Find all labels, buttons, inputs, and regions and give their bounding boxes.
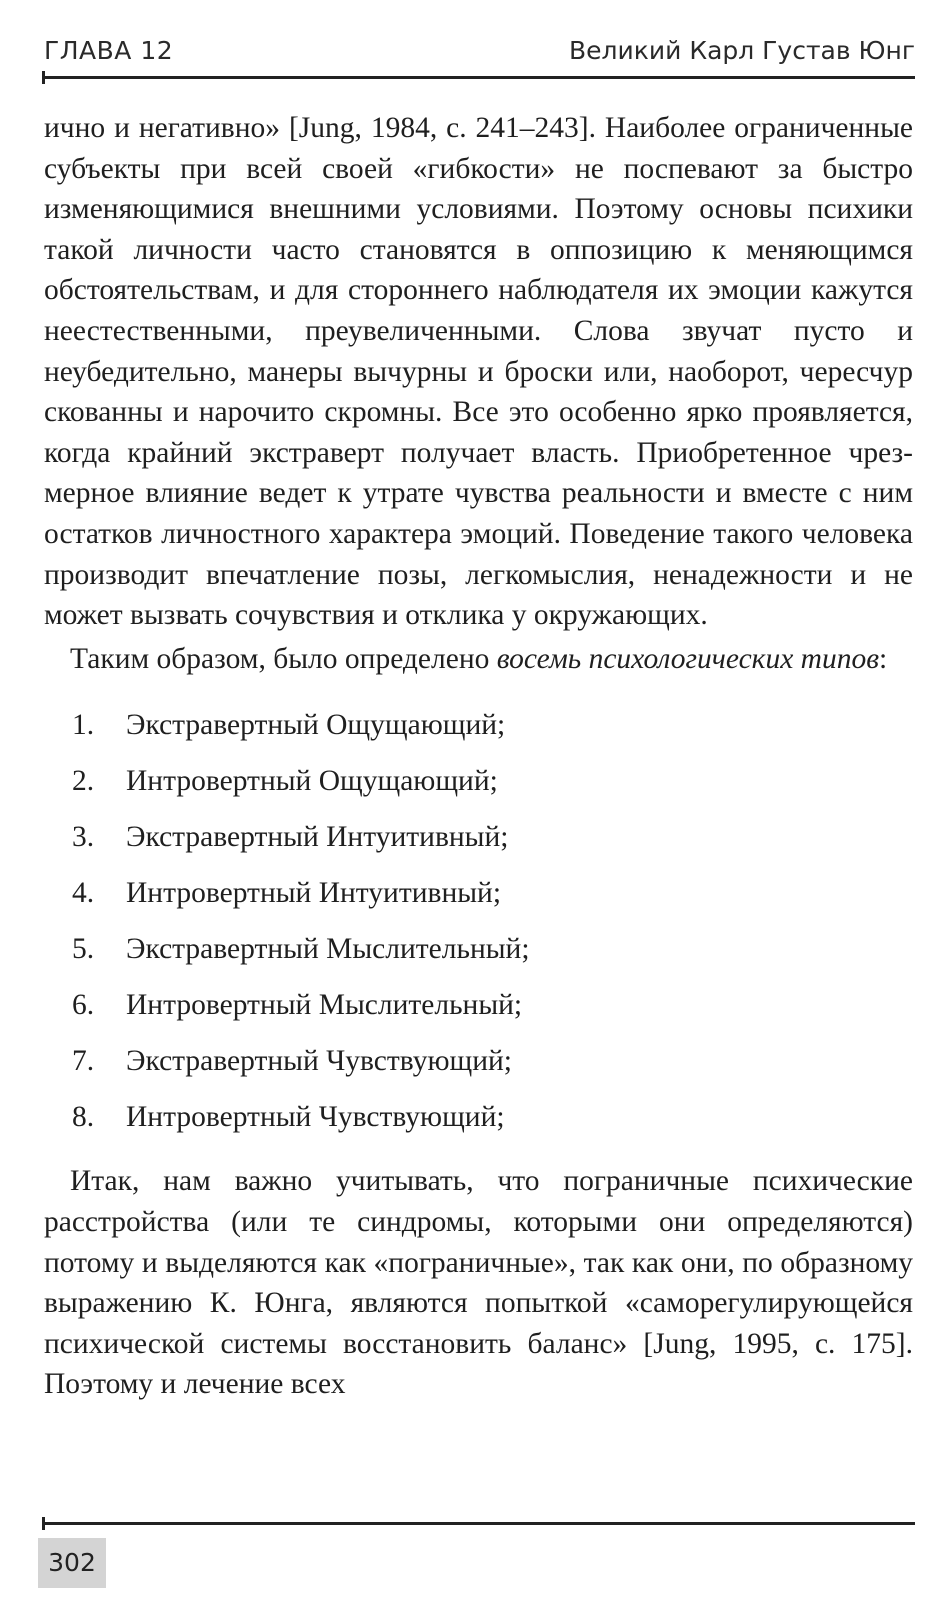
list-text: Экстравертный Интуитивный; xyxy=(126,821,509,854)
list-number: 1. xyxy=(72,709,95,742)
list-number: 2. xyxy=(72,765,95,798)
list-item xyxy=(44,753,913,809)
list-number: 4. xyxy=(72,877,95,910)
list-text: Интровертный Чувствующий; xyxy=(126,1101,505,1134)
page-number: 302 xyxy=(38,1538,106,1588)
list-item xyxy=(44,697,913,753)
list-item xyxy=(44,1033,913,1089)
running-header xyxy=(42,32,915,72)
list-number: 6. xyxy=(72,989,95,1022)
book-title: Великий Карл Густав Юнг xyxy=(569,36,915,65)
list-item xyxy=(44,865,913,921)
list-number: 7. xyxy=(72,1045,95,1078)
list-item xyxy=(44,977,913,1033)
paragraph-types-intro xyxy=(44,639,913,680)
intro-emphasis: восемь психологических типов xyxy=(496,642,880,675)
list-text: Интровертный Интуитивный; xyxy=(126,877,502,910)
paragraph-continuation: ично и негативно» [Jung, 1984, с. 241–243]. Наиболее ограниченные субъекты при всей своей «гибкости» не поспевают за быстро изменяющимися внешними условиями. Поэтому основы психики такой личности часто становятся в оппозицию к меняющимся обстоятельствам, и для стороннего наблюдателя их эмоции кажутся неестественными, преувеличенными. Слова звучат пусто и неубедительно, манеры вычурны и броски или, наоборот, чересчур скованны и нарочито скромны. Все это особенно ярко проявляется, когда крайний экстраверт получает власть. Приобретенное чрезмерное влияние ведет к утрате чувства реальности и вместе с ним остатков личностного характера эмоций. Поведение такого человека производит впечатление позы, легкомыслия, ненадежности и не может вызвать сочувствия и отклика у окружающих. xyxy=(44,112,913,632)
list-text: Экстравертный Чувствующий; xyxy=(126,1045,512,1078)
page-body xyxy=(44,108,913,1405)
list-text: Интровертный Мыслительный; xyxy=(126,989,523,1022)
list-text: Экстравертный Мыслительный; xyxy=(126,933,530,966)
list-item xyxy=(44,809,913,865)
footer-rule xyxy=(42,1522,915,1525)
list-number: 5. xyxy=(72,933,95,966)
list-text: Интровертный Ощущающий; xyxy=(126,765,498,798)
list-number: 3. xyxy=(72,821,95,854)
list-text: Экстравертный Ощущающий; xyxy=(126,709,506,742)
chapter-label: ГЛАВА 12 xyxy=(44,36,174,65)
list-number: 8. xyxy=(72,1101,95,1134)
list-item xyxy=(44,921,913,977)
intro-text: Таким образом, было определено xyxy=(70,642,497,675)
list-item xyxy=(44,1089,913,1145)
intro-colon: : xyxy=(879,642,888,675)
paragraph-borderline-disorders: Итак, нам важно учитывать, что пограничные психические расстройства (или те синдромы, которыми они определяются) потому и выделяются как «пограничные», так как они, по образному выражению К. Юнга, являются попыткой «саморегулирующейся психической системы восстановить баланс» [Jung, 1995, с. 175]. Поэтому и лечение всех xyxy=(44,1165,913,1401)
header-rule xyxy=(42,76,915,79)
psychological-types-list xyxy=(44,697,913,1145)
